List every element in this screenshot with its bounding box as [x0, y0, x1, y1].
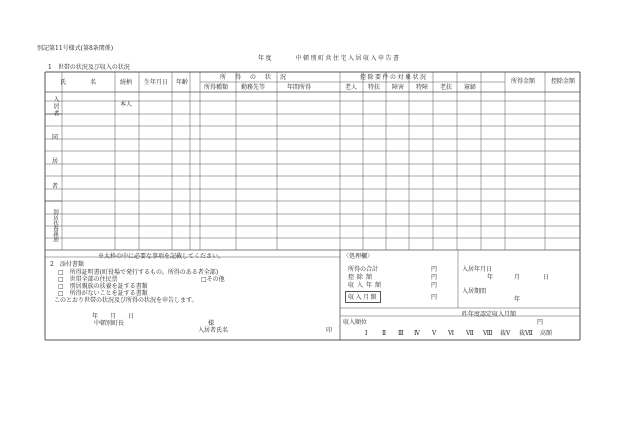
rank-6: Ⅵ [448, 330, 455, 337]
rank-4: Ⅳ [414, 330, 420, 337]
deduction-label: 控除額 [348, 274, 376, 281]
form-label: 別記第11号様式(第8条関係) [37, 45, 114, 52]
rank-5: Ⅴ [432, 330, 437, 337]
monthly-income-label: 収入月額 [348, 294, 379, 301]
mayor-honorific: 様 [208, 320, 215, 327]
rank-3: Ⅲ [398, 330, 404, 337]
deduction-yen: 円 [431, 274, 438, 281]
deduction-col-special-disability: 特障 [416, 84, 429, 91]
relation-header: 続柄 [120, 79, 133, 86]
document-other: □その他 [201, 276, 225, 283]
annual-income-yen: 円 [431, 282, 438, 289]
move-in-day: 日 [543, 274, 550, 281]
applicant-relation: 本人 [120, 101, 133, 108]
documents-title: 2 添付書類 [50, 261, 84, 268]
deduction-col-special-dependent: 特扶 [368, 84, 381, 91]
prev-year-income-label: 昨年度認定収入月額 [462, 311, 517, 318]
prev-year-income-yen: 円 [537, 319, 544, 326]
rank-8: Ⅷ [483, 330, 493, 337]
document-item-3: □ 別居親族の扶養を証する書類 [58, 283, 148, 290]
rank-1: Ⅰ [365, 330, 368, 337]
declaration-date: 年 月 日 [92, 313, 135, 320]
document-item-1: □ 所得証明書(町役場で発行するもの。所得のある者全部) [58, 269, 219, 276]
annual-income-header: 年間所得 [287, 84, 312, 91]
move-in-date-label: 入居年月日 [462, 266, 493, 273]
workplace-header: 勤務先等 [241, 84, 266, 91]
birthdate-header: 生年月日 [144, 79, 169, 86]
rank-2: Ⅱ [382, 330, 387, 337]
declaration-text: このとおり世帯の状況及び所得の状況を申告します。 [54, 297, 198, 304]
annual-income-label: 収入年額 [348, 282, 385, 289]
move-in-year: 年 [487, 274, 494, 281]
deduction-amount-header: 控除金額 [551, 78, 576, 85]
applicant-label: 入居者 [52, 96, 59, 117]
remarks-note: ※太枠の中に必要な事項を記載してください。 [98, 253, 225, 260]
cohabitant-label-2: 居 [52, 158, 59, 165]
document-item-2: □ 世帯全部の住民票 [58, 276, 118, 283]
form-title: 年度 中頓別町営住宅入居収入申告書 [258, 55, 401, 62]
income-total-label: 所得の合計 [348, 266, 379, 273]
income-amount-header: 所得金額 [511, 78, 536, 85]
age-header: 年齢 [176, 79, 189, 86]
residence-period-year: 年 [514, 296, 521, 303]
income-total-yen: 円 [431, 266, 438, 273]
processing-title: 〈処理欄〉 [343, 253, 374, 260]
deduction-col-elderly: 老人 [345, 84, 358, 91]
rank-discretionary-7: 裁Ⅶ [519, 330, 533, 337]
rank-high-income: 高額 [540, 330, 553, 337]
separate-dependents-label: 別居扶養親族 [52, 209, 58, 242]
income-status-header: 所 得 の 状 況 [220, 74, 288, 81]
seal-mark: 印 [326, 327, 333, 334]
document-item-4: □ 所得がないことを証する書類 [58, 290, 148, 297]
deduction-status-header: 控除要件の対象状況 [360, 74, 428, 81]
name-header: 氏 名 [60, 79, 97, 86]
rank-discretionary-5: 裁Ⅴ [500, 330, 511, 337]
mayor-label: 中頓別町長 [94, 320, 125, 327]
deduction-col-widow: 寡婦 [464, 84, 477, 91]
deduction-col-elderly-dependent: 老扶 [440, 84, 453, 91]
cohabitant-label-1: 同 [52, 134, 59, 141]
residence-period-label: 入居期間 [462, 288, 487, 295]
income-rank-label: 収入順位 [343, 319, 368, 326]
monthly-income-yen: 円 [431, 294, 438, 301]
income-type-header: 所得種類 [204, 84, 229, 91]
cohabitant-label-3: 者 [52, 183, 59, 190]
rank-7: Ⅶ [466, 330, 474, 337]
move-in-month: 月 [514, 274, 521, 281]
section1-title: 1 世帯の状況及び収入の状況 [48, 64, 130, 71]
deduction-col-disability: 障害 [392, 84, 405, 91]
applicant-name-label: 入居者氏名 [198, 327, 229, 334]
